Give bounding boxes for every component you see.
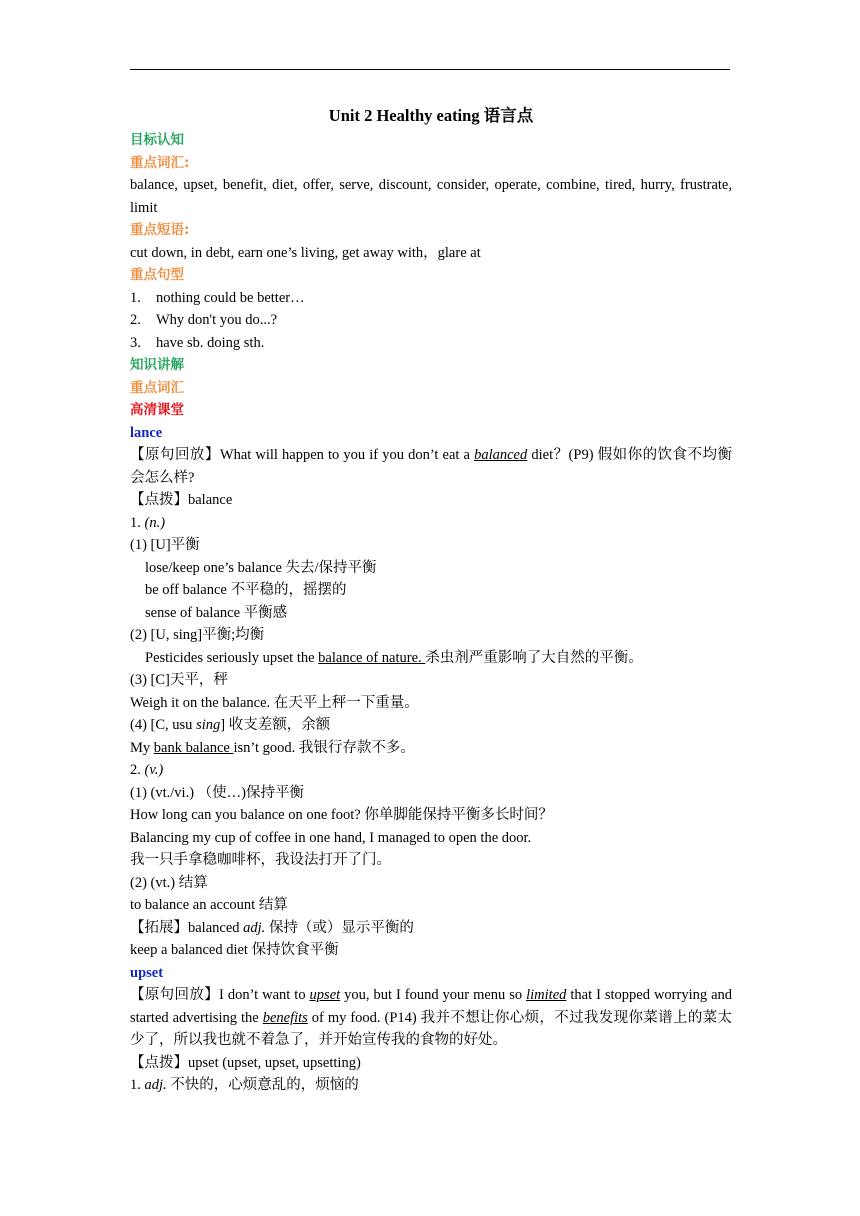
example-v1c: 我一只手拿稳咖啡杯，我设法打开了门。	[130, 852, 391, 868]
header-rule	[130, 69, 730, 70]
sense-n2: (2) [U, sing]平衡;均衡	[130, 627, 265, 643]
document-title: Unit 2 Healthy eating 语言点	[328, 106, 534, 125]
example-n2a: Pesticides seriously upset the balance of nature. 杀虫剂严重影响了大自然的平衡。	[145, 649, 643, 666]
example-v1b: Balancing my cup of coffee in one hand, I managed to open the door.	[130, 829, 532, 846]
vocab-list: balance, upset, benefit, diet, offer, serve, discount, consider, operate, combine, tired, hurry, frustrate, limit	[130, 177, 732, 216]
tip-balance: 【点拨】balance	[130, 492, 233, 508]
sense-v2: (2) (vt.) 结算	[130, 874, 208, 891]
sense-n4: (4) [C, usu sing] 收支差额，余额	[130, 717, 331, 733]
tip-upset: 【点拨】upset (upset, upset, upsetting)	[130, 1054, 361, 1071]
sense-v1: (1) (vt./vi.) （使…)保持平衡	[130, 784, 304, 801]
section-knowledge: 知识讲解	[130, 357, 184, 373]
pos-verb: 2. (v.)	[130, 762, 164, 778]
section-goal: 目标认知	[130, 132, 184, 148]
example-v2a: to balance an account 结算	[130, 897, 288, 913]
original-sentence-balance: 【原句回放】What will happen to you if you don’t eat a balanced diet？(P9) 假如你的饮食不均衡会怎么样?	[130, 447, 732, 486]
example-n1b: be off balance 不平稳的，摇摆的	[145, 582, 347, 598]
word-heading-balance: lance	[130, 424, 163, 441]
phrase-list: cut down, in debt, earn one’s living, get away with，glare at	[130, 244, 481, 261]
example-n3a: Weigh it on the balance. 在天平上秤一下重量。	[130, 694, 419, 711]
extension-balance: 【拓展】balanced adj. 保持（或）显示平衡的	[130, 919, 414, 936]
example-n1c: sense of balance 平衡感	[145, 604, 288, 621]
sentence-item: 3. have sb. doing sth.	[130, 334, 265, 351]
section-key-vocab: 重点词汇:	[130, 154, 190, 171]
original-sentence-upset: 【原句回放】I don’t want to upset you, but I found your menu so limited that I stopped worrying and started advertising the benefits of my food. (P14) 我并不想让你心烦，不过我发现你菜谱上的菜太少了，所以我也就不着急了，并开始宣传我的食物的好处。	[130, 987, 733, 1048]
sentence-item: 2. Why don't you do...?	[130, 312, 278, 328]
document-content	[130, 103, 732, 1097]
example-ext: keep a balanced diet 保持饮食平衡	[130, 942, 339, 958]
section-key-vocab-2: 重点词汇	[130, 379, 184, 396]
section-key-sentences: 重点句型	[130, 267, 184, 283]
sentence-item: 1. nothing could be better…	[130, 289, 305, 306]
word-heading-upset: upset	[130, 964, 164, 981]
pos-noun: 1. (n.)	[130, 514, 166, 531]
section-hd-class: 高清课堂	[130, 402, 184, 418]
sense-n3: (3) [C]天平，秤	[130, 672, 228, 688]
sense-n1: (1) [U]平衡	[130, 537, 200, 553]
example-v1a: How long can you balance on one foot? 你单脚能保持平衡多长时间？	[130, 807, 553, 823]
section-key-phrases: 重点短语:	[130, 222, 190, 238]
pos-adj: 1. adj. 不快的，心烦意乱的，烦恼的	[130, 1077, 359, 1093]
example-n4a: My bank balance isn’t good. 我银行存款不多。	[130, 739, 415, 756]
example-n1a: lose/keep one’s balance 失去/保持平衡	[145, 559, 377, 576]
